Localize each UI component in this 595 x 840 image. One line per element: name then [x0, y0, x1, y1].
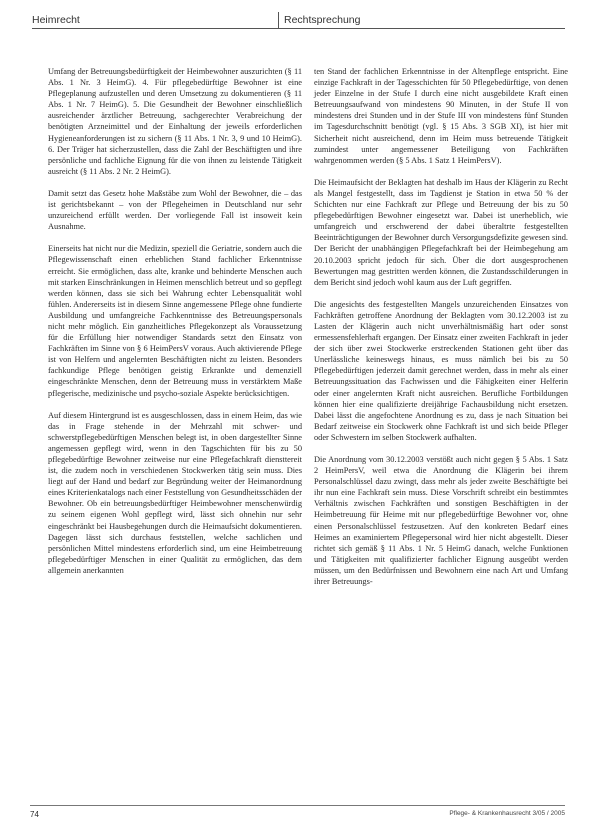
paragraph: Einerseits hat nicht nur die Medizin, speziell die Geriatrie, sondern auch die Pflegewissenschaft einen erheblichen Stand fachlicher Erkenntnisse erreicht. Sie ermöglichen, dass alte, kranke und behinderte Menschen auch mit starken Einschränkungen in Heimen menschlich betreut und so gepflegt werden können, dass sie sich bei Wahrung echter Lebensqualität wohl fühlen. Andererseits ist in diesem Sinne angemessene Pflege ohne fundierte Ausbildung und umfangreiche Fachkenntnisse des Betreuungspersonals nicht mehr möglich. Ein ganzheitliches Pflegekonzept als Voraussetzung für die Erfüllung hier notwendiger Standards setzt den Einsatz von Fachkräften im Sinne von § 6 HeimPersV voraus. Auch aktivierende Pflege ist von Helfern und angelernten Beschäftigten nicht zu leisten. Besonders fachkundige Pflege benötigen geistig Erkrankte und demenziell eingeschränkte Menschen, denn der Betreuung muss in verstärktem Maße pflegerische, medizinische und psycho-soziale Aspekte berücksichtigen.	[48, 244, 302, 398]
section-title: Heimrecht	[32, 14, 80, 26]
header-divider	[278, 12, 279, 28]
paragraph: Umfang der Betreuungsbedürftigkeit der Heimbewohner auszurichten (§ 11 Abs. 1 Nr. 3 HeimG). 4. Für pflegebedürftige Bewohner ist eine Pflegeplanung aufzustellen und deren Umsetzung zu dokumentieren (§ 11 Abs. 1 Nr. 7 HeimG). 5. Die Gesundheit der Bewohner einschließlich ausreichender ärztlicher Betreuung, sachgerechter Verabreichung der benötigten Arzneimittel und der Einhaltung der jeweils erforderlichen Hygieneanforderungen ist zu sichern (§ 11 Abs. 1 Nr. 3, 9 und 10 HeimG). 6. Der Träger hat sicherzustellen, dass die Zahl der Beschäftigten und ihre persönliche und fachliche Eignung für die von ihnen zu leistende Tätigkeit ausreicht (§ 11 Abs. 2 Nr. 2 HeimG).	[48, 67, 302, 176]
header-rule	[32, 28, 565, 29]
paragraph: Auf diesem Hintergrund ist es ausgeschlossen, dass in einem Heim, das wie das in Frage stehende in der Mehrzahl mit schwer- und schwerstpflegebedürftigen Menschen belegt ist, in oben dargestellter Sinne angemessen gepflegt wird, wenn in den Tagschichten für bis zu 50 pflegebedürftige Bewohner zeitweise nur eine Pflegefachkraft diensttereit ist, die zudem noch in verschiedenen Stockwerken tätig sein muss. Dies liegt auf der Hand und bedarf zur Begründung weiter der Heimanordnung eines Kriterienkatalogs nach einer Feststellung von Gesundheitsschäden der Bewohner. Ob ein betreuungsbedürftiger Heimbewohner menschenwürdig zu seinem eigenen Wohl gepflegt wird, lässt sich ohnehin nur sehr eingeschränkt bei Hausbegehungen durch die Heimaufsicht dokumentieren. Dagegen lässt sich durchaus feststellen, welche sachlichen und persönlichen Mittel mindestens erforderlich sind, um eine Heimbetreuung pflegebedürftiger Menschen in einer Qualität zu ermöglichen, das dem allgemein anerkannten	[48, 410, 302, 575]
paragraph: Die Heimaufsicht der Beklagten hat deshalb im Haus der Klägerin zu Recht als Mangel festgestellt, dass im Tagdienst je Station in etwa 50 % der Schichten nur eine Fachkraft zur Pflege und Betreuung der bis zu 50 pflegebedürftigen Bewohner eingesetzt war. Dabei ist unerheblich, wie umfangreich und erschwerend der dabei überaltrte festgestellten Beeinträchtigungen der Bewohner durch Versorgungsdefizite gewesen sind. Der Bericht der unabhängigen Pflegefachkraft bei der Heimbegehung am 20.10.2003 spricht jedoch für sich. Über die dort ausgesprochenen Bewertungen mag gestritten werden können, die Zustandsschilderungen in dem Bericht sind jedoch wohl kaum aus der Luft gegriffen.	[314, 177, 568, 287]
page-header	[32, 12, 565, 32]
paragraph: Damit setzt das Gesetz hohe Maßstäbe zum Wohl der Bewohner, die – das ist gerichtsbekannt – von der Pflegeheimen in Deutschland nur sehr unzureichend erfüllt werden. Der vorliegende Fall ist insoweit kein Ausnahme.	[48, 188, 302, 232]
journal-source: Pflege- & Krankenhausrecht 3/05 / 2005	[449, 810, 565, 817]
page-number: 74	[30, 810, 39, 819]
page-footer	[30, 805, 565, 820]
right-column	[314, 66, 568, 598]
paragraph: ten Stand der fachlichen Erkenntnisse in der Altenpflege entspricht. Eine einzige Fachkraft in der Tagesschichten für 50 Pflegebedürftige, von denen jeder Einzelne in der Stufe I durch eine nicht ausgebildete Kraft einen Betreuungsaufwand von mindestens 90 Minuten, in der Stufe II von mindestens drei Stunden und in der Stufe III von mindestens fünf Stunden im Tagesdurchschnitt benötigt (vgl. § 15 Abs. 3 SGB XI), ist hier mit Sicherheit nicht ausreichend, denn im Heim muss betreuende Tätigkeit zumindest unter angemessener Beteiligung von Fachkräften wahrgenommen werden (§ 5 Abs. 1 Satz 1 HeimPersV).	[314, 67, 568, 165]
paragraph: Die Anordnung vom 30.12.2003 verstößt auch nicht gegen § 5 Abs. 1 Satz 2 HeimPersV, weil etwa die Anordnung die Klägerin bei ihrem Personalschlüssel dazu zwingt, dass mehr als jeder zweite Beschäftigte bei ihr nun eine Fachkraft sein muss. Diese Vorschrift schreibt ein bestimmtes Verhältnis zwischen Fachkräften und sonstigen Beschäftigten in der Heimbetreuung für Heime mit nur pflegebedürftige Bewohner vor, ohne einen Personalschlüssel festzusetzen. Auf den konkreten Bedarf eines Heimes an examiniertem Pflegepersonal wird hier nicht abgestellt. Dieser richtet sich gemäß § 11 Abs. 1 Nr. 5 HeimG danach, welche Funktionen und Tätigkeiten mit qualifizierter fachlicher Eignung ausgeübt werden müssen, um den Bedürfnissen und Bewohnern eine nach Art und Umfang ihrer Betreuungs-	[314, 455, 568, 587]
left-column	[48, 66, 302, 587]
category-title: Rechtsprechung	[284, 14, 361, 26]
paragraph: Die angesichts des festgestellten Mangels unzureichenden Einsatzes von Fachkräften getroffene Anordnung der Beklagten vom 30.12.2003 ist zu Lasten der Klägerin auch nicht unverhältnismäßig hart oder sonst ermessensfehlerhaft ergangen. Der Einsatz einer zweiten Fachkraft in jeder der sich über zwei Stockwerke erstreckenden Stationen geht über das Unerlässliche keineswegs hinaus, es muss nämlich bei bis zu 50 Pflegebedürftigen jederzeit damit gerechnet werden, dass in mehr als einer Betreuungssituation das Fachwissen und die Fähigkeiten einer Helferin oder einer angelernten Kraft nicht ausreichen. Berufliche Fortbildungen können hier eine qualifizierte dreijährige Fachausbildung nicht ersetzen. Dabei lässt die angefochtene Anordnung es zu, dass je nach Situation bei Bedarf zeitweise ein Stockwerk ohne Fachkraft ist und sich beide Pfleger oder Schwestern im selben Stockwerk aufhalten.	[314, 299, 568, 442]
